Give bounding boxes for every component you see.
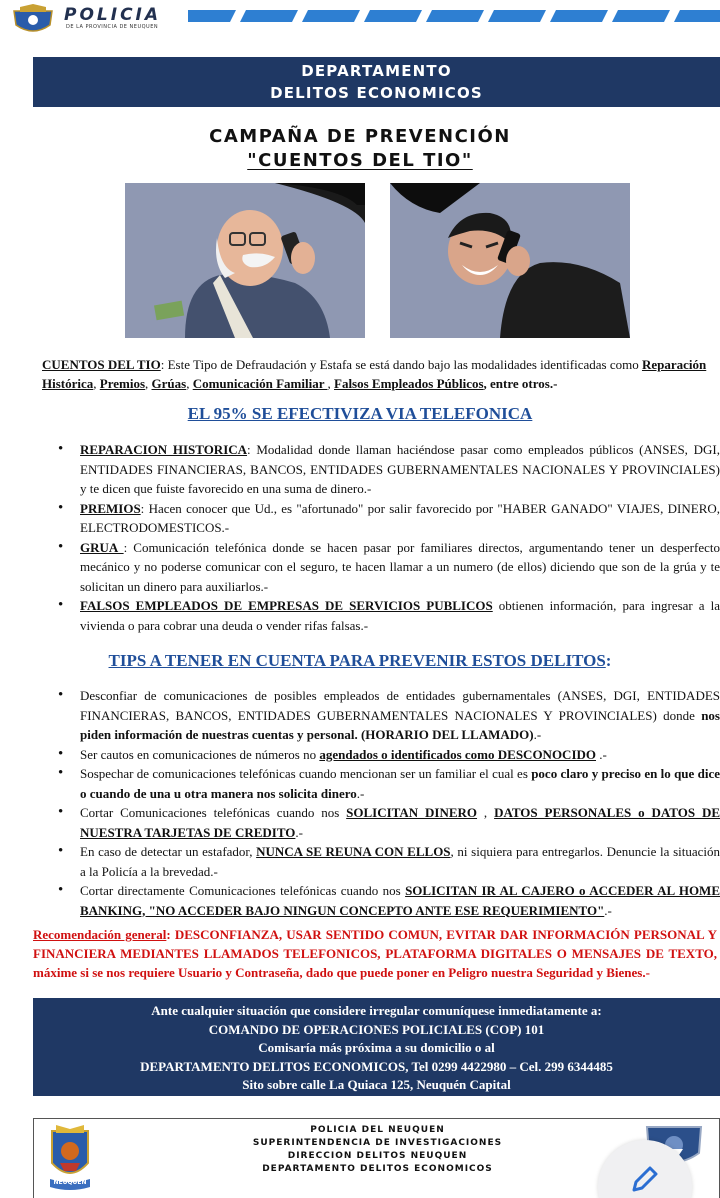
list-item xyxy=(80,538,720,597)
item-text: : Modalidad donde llaman haciéndose pasar como empleados públicos (ANSES, DGI, ENTIDADES FINANCIERAS, BANCOS, ENTIDADES GUBERNAMENTALES NACIONALES Y PROVINCIALES) y te dicen que fuiste favorecido en una suma de dinero.- xyxy=(80,442,720,496)
tip-text: Cortar Comunicaciones telefónicas cuando nos xyxy=(80,805,347,820)
tip-text: Ser cautos en comunicaciones de números no xyxy=(80,746,320,762)
tip-text: , ni siquiera para entregarlos. Denuncie la situación a la Policía a la brevedad.- xyxy=(80,844,720,879)
tip-text: .- xyxy=(604,902,612,918)
item-label: GRUA xyxy=(80,539,124,555)
phone-heading-text: EL 95% SE EFECTIVIZA VIA TELEFONICA xyxy=(187,404,533,423)
footer-line: DEPARTAMENTO DELITOS ECONOMICOS xyxy=(262,1164,493,1174)
tip-text: .- xyxy=(295,824,303,840)
tip-emph: SOLICITAN IR AL CAJERO o ACCEDER AL HOME BANKING, "NO ACCEDER BAJO NINGUN CONCEPTO ANTE ESE REQUERIMIENTO" xyxy=(80,883,720,918)
list-item xyxy=(80,745,720,765)
tip-text: Desconfiar de comunicaciones de posibles empleados de entidades gubernamentales (ANSES, DGI, ENTIDADES FINANCIERAS, BANCOS, ENTIDADES GUBERNAMENTALES NACIONALES Y PROVINCIALES) donde xyxy=(80,688,720,723)
modality-3: Grúas xyxy=(151,376,187,391)
list-item xyxy=(80,881,720,920)
contact-banner xyxy=(33,998,720,1096)
sep: , xyxy=(93,376,100,391)
recommendation-label: Recomendación general xyxy=(33,927,167,942)
intro-end: , entre otros.- xyxy=(483,376,558,391)
tip-text: En caso de detectar un estafador, xyxy=(80,844,257,859)
list-item xyxy=(80,803,720,842)
tips-heading xyxy=(0,651,720,671)
victim-illustration xyxy=(125,183,365,338)
intro-label: CUENTOS DEL TIO xyxy=(42,357,161,372)
contact-line: COMANDO DE OPERACIONES POLICIALES (COP) 101 xyxy=(208,1021,545,1037)
contact-line: Comisaría más próxima a su domicilio o al xyxy=(258,1040,495,1055)
tip-text: Cortar directamente Comunicaciones telefónicas cuando nos xyxy=(80,883,406,898)
header-stripes xyxy=(188,7,720,25)
tip-text: , xyxy=(477,805,495,820)
tips-heading-text: TIPS A TENER EN CUENTA PARA PREVENIR ESTOS DELITOS xyxy=(108,651,606,670)
tip-emph: nos piden información de nuestras cuentas y personal. (HORARIO DEL LLAMADO) xyxy=(80,707,720,742)
header-bar xyxy=(0,0,720,38)
sep: , xyxy=(327,376,334,391)
tip-emph: DATOS PERSONALES o DATOS DE NUESTRA TARJETAS DE CREDITO xyxy=(80,805,720,840)
list-item xyxy=(80,499,720,538)
item-text: : Hacen conocer que Ud., es "afortunado" por salir favorecido por "HABER GANADO" VIAJES, DINERO, ELECTRODOMESTICOS.- xyxy=(80,500,720,535)
tip-emph: agendados o identificados como DESCONOCIDO xyxy=(319,746,596,762)
tip-text: .- xyxy=(596,746,607,762)
tip-emph: NUNCA SE REUNA CON ELLOS xyxy=(256,844,451,859)
modality-1: Reparación Histórica xyxy=(42,357,707,391)
list-item xyxy=(80,764,720,803)
intro-text: : Este Tipo de Defraudación y Estafa se está dando bajo las modalidades identificadas como xyxy=(160,357,642,372)
general-recommendation xyxy=(33,925,717,982)
tip-emph: poco claro y preciso en lo que dice o cuando de una u otra manera nos solicita dinero xyxy=(80,766,720,801)
footer-line: SUPERINTENDENCIA DE INVESTIGACIONES xyxy=(252,1138,503,1148)
police-shield-icon xyxy=(10,3,56,35)
campaign-title: CAMPAÑA DE PREVENCIÓN xyxy=(209,126,511,147)
recommendation-text: : DESCONFIANZA, USAR SENTIDO COMUN, EVITAR DAR INFORMACIÓN PERSONAL Y FINANCIERA MEDIANTES LLAMADOS TELEFONICOS, PLATAFORMA DIGITALES O MENSAJES DE TEXTO, máxime si se nos requiere Usuario y Contraseña, dado que puede poner en Peligro nuestra Seguridad y Bienes.- xyxy=(33,927,717,980)
contact-line: Ante cualquier situación que considere irregular comuníquese inmediatamente a: xyxy=(151,1003,602,1018)
department-banner xyxy=(33,57,720,107)
tip-emph: SOLICITAN DINERO xyxy=(346,805,478,820)
edit-pencil-icon xyxy=(628,1162,662,1196)
list-item xyxy=(80,842,720,881)
scammer-illustration xyxy=(390,183,630,338)
dept-line1: DEPARTAMENTO xyxy=(301,62,452,80)
item-label: PREMIOS xyxy=(80,500,141,516)
footer-line: POLICIA DEL NEUQUEN xyxy=(310,1125,445,1135)
item-label: FALSOS EMPLEADOS DE EMPRESAS DE SERVICIOS PUBLICOS xyxy=(80,598,493,613)
tips-list xyxy=(80,686,720,920)
sep: , xyxy=(145,376,152,391)
contact-line: DEPARTAMENTO DELITOS ECONOMICOS, Tel 0299 4422980 – Cel. 299 6344485 xyxy=(140,1058,613,1074)
item-text: obtienen información, para ingresar a la vivienda o para cobrar una deuda o vender rifas falsas.- xyxy=(80,598,720,633)
shield-label: NEUQUEN xyxy=(53,1179,87,1186)
tip-text: .- xyxy=(356,785,365,801)
modality-2: Premios xyxy=(99,376,146,391)
dept-line2: DELITOS ECONOMICOS xyxy=(270,84,483,102)
phone-heading xyxy=(0,404,720,424)
list-item xyxy=(80,596,720,635)
brand-subtitle: DE LA PROVINCIA DE NEUQUEN xyxy=(66,24,159,30)
footer-line: DIRECCION DELITOS NEUQUEN xyxy=(287,1151,468,1161)
item-text: : Comunicación telefónica donde se hacen pasar por familiares directos, argumentando tener un desperfecto mecánico y no poderse comunicar con el seguro, te hacen llamar a un numero (de ellos) diciendo que son de la grúa y te solicitan un dinero para auxiliarlos.- xyxy=(80,539,720,594)
tip-text: Sospechar de comunicaciones telefónicas cuando mencionan ser un familiar el cual es xyxy=(80,766,532,781)
modalities-list xyxy=(80,440,720,635)
campaign-subtitle: "CUENTOS DEL TIO" xyxy=(247,150,473,171)
tip-text: .- xyxy=(533,727,542,742)
tips-heading-colon: : xyxy=(605,651,612,670)
contact-line: Sito sobre calle La Quiaca 125, Neuquén Capital xyxy=(242,1077,511,1092)
list-item xyxy=(80,686,720,745)
brand-title: POLICIA xyxy=(64,5,162,25)
sep: , xyxy=(186,376,193,391)
modality-4: Comunicación Familiar xyxy=(192,376,328,391)
intro-paragraph xyxy=(42,355,710,393)
list-item xyxy=(80,440,720,499)
item-label: REPARACION HISTORICA xyxy=(80,442,248,457)
modality-5: Falsos Empleados Públicos xyxy=(334,376,484,391)
